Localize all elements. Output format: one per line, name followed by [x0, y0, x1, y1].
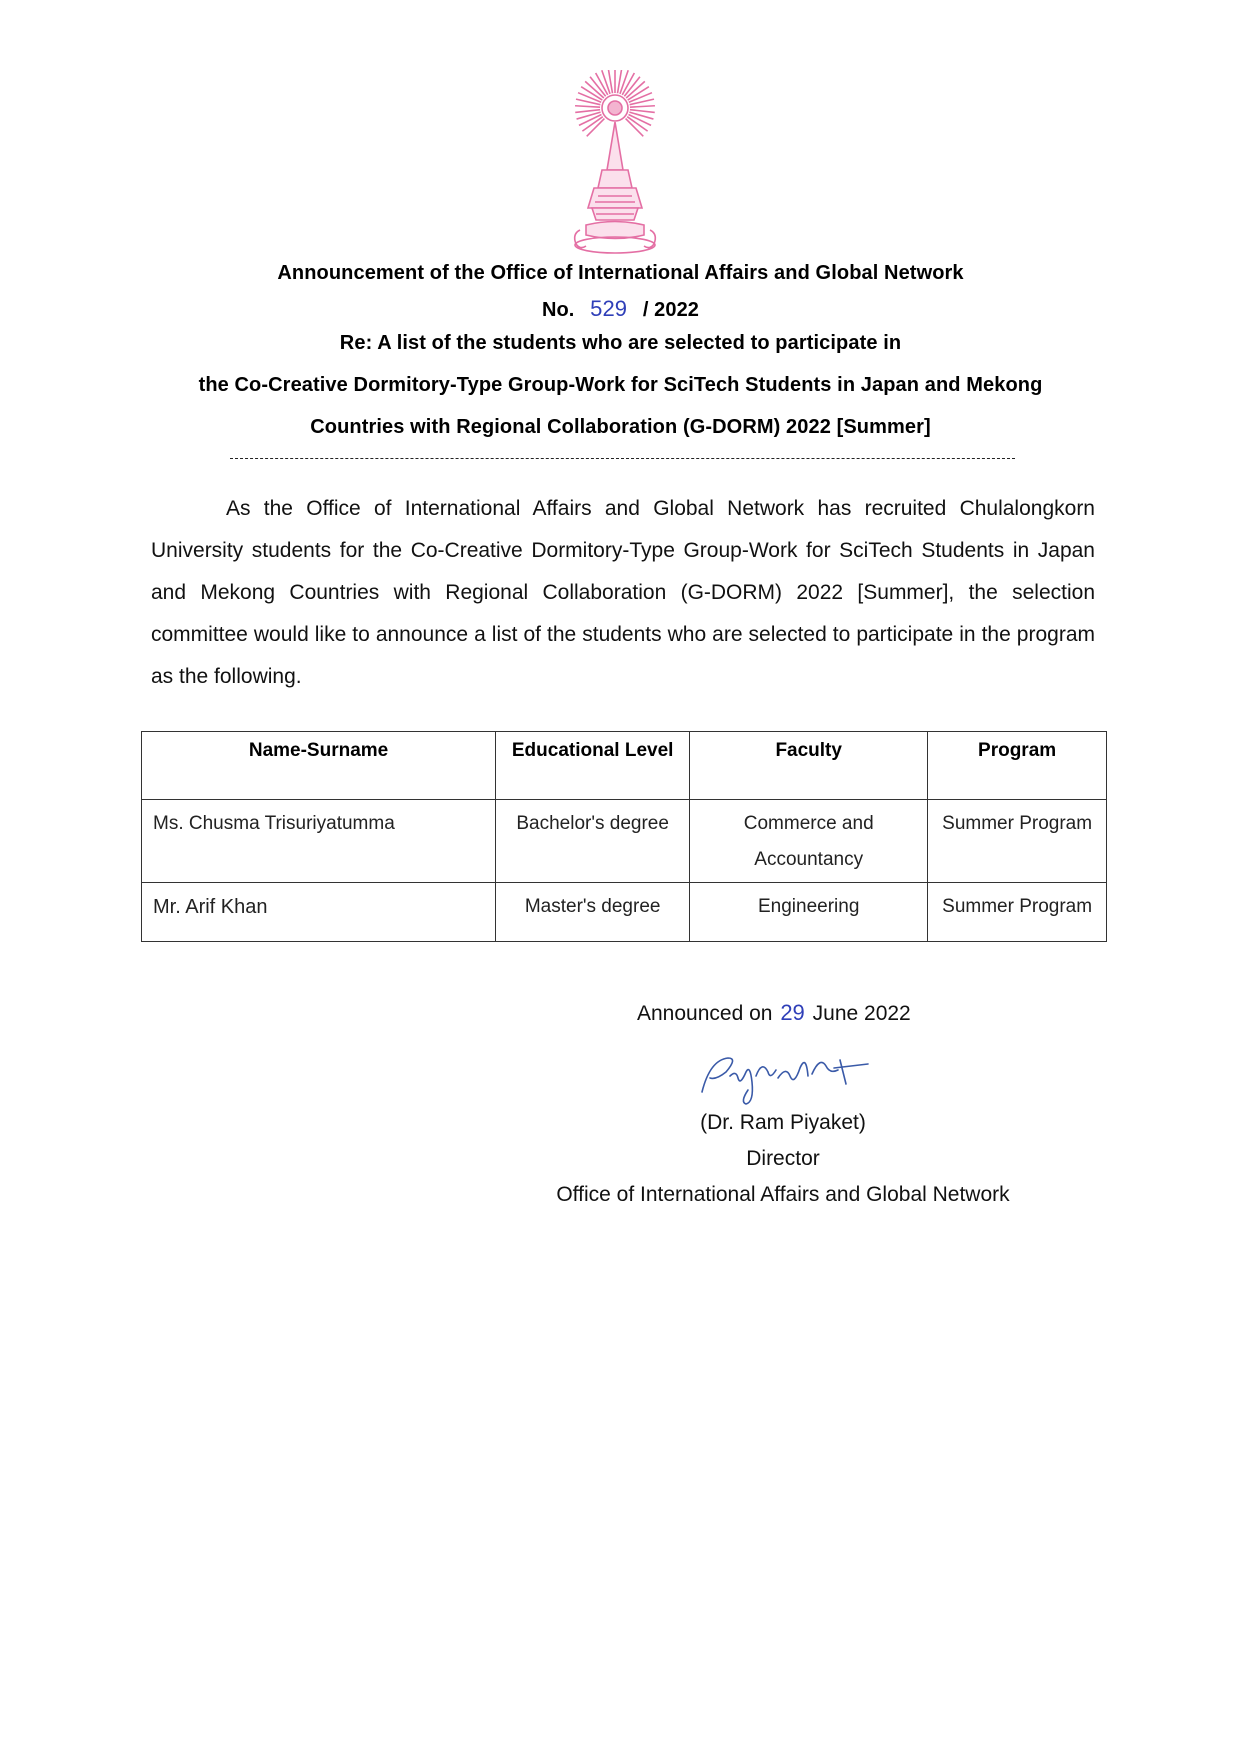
cell-name: Ms. Chusma Trisuriyatumma: [142, 800, 496, 883]
university-emblem-icon: [550, 70, 680, 260]
cell-program: Summer Program: [928, 883, 1107, 942]
cell-name: Mr. Arif Khan: [142, 883, 496, 942]
signatory-name: (Dr. Ram Piyaket): [700, 1111, 866, 1134]
signatory-title: Director: [746, 1147, 820, 1170]
column-header-faculty: Faculty: [690, 732, 928, 800]
announced-month-year: June 2022: [812, 1002, 911, 1025]
announced-day: 29: [780, 1000, 805, 1025]
announcement-number: [0, 296, 1241, 322]
table-row: [142, 800, 1107, 883]
emblem-ray: [630, 110, 655, 113]
number-suffix: / 2022: [642, 299, 700, 321]
selected-students-table: [141, 731, 1107, 942]
emblem-ray: [629, 112, 653, 119]
emblem-ray: [577, 112, 601, 119]
cell-faculty: Engineering: [690, 883, 928, 942]
column-header-name: Name-Surname: [142, 732, 496, 800]
emblem-ray: [630, 106, 655, 107]
body-paragraph: As the Office of International Affairs and Global Network has recruited Chulalongkorn University students for the Co-Creative Dormitory-Type Group-Work for SciTech Students in Japan and Mekong Countries with Regional Collaboration (G-DORM) 2022 [Summer], the selection committee would like to announce a list of the students who are selected to participate in the program as the following.: [151, 497, 1095, 688]
table-row: [142, 883, 1107, 942]
subject-line-2: the Co-Creative Dormitory-Type Group-Work for SciTech Students in Japan and Mekong: [198, 374, 1043, 396]
table-header-row: [142, 732, 1107, 800]
cell-faculty: [690, 800, 928, 883]
emblem-ray: [575, 110, 600, 113]
number-prefix: No.: [541, 299, 575, 321]
announcement-number-value: 529: [590, 296, 628, 321]
cell-level: Master's degree: [496, 883, 690, 942]
cell-faculty-text: Commerce and Accountancy: [743, 813, 874, 870]
signatory-office: Office of International Affairs and Global Network: [556, 1183, 1010, 1206]
subject-line-1: Re: A list of the students who are selected to participate in: [339, 332, 902, 354]
emblem-ray: [575, 106, 600, 107]
announced-date: [637, 1000, 911, 1026]
handwritten-signature-icon: [690, 1042, 875, 1112]
dashed-divider: [230, 458, 1015, 459]
column-header-program: Program: [928, 732, 1107, 800]
cell-program: Summer Program: [928, 800, 1107, 883]
column-header-level: Educational Level: [496, 732, 690, 800]
announced-prefix: Announced on: [637, 1002, 773, 1025]
announcement-title: Announcement of the Office of International Affairs and Global Network: [277, 262, 964, 284]
subject-line-3: Countries with Regional Collaboration (G-DORM) 2022 [Summer]: [310, 416, 931, 438]
cell-level: Bachelor's degree: [496, 800, 690, 883]
